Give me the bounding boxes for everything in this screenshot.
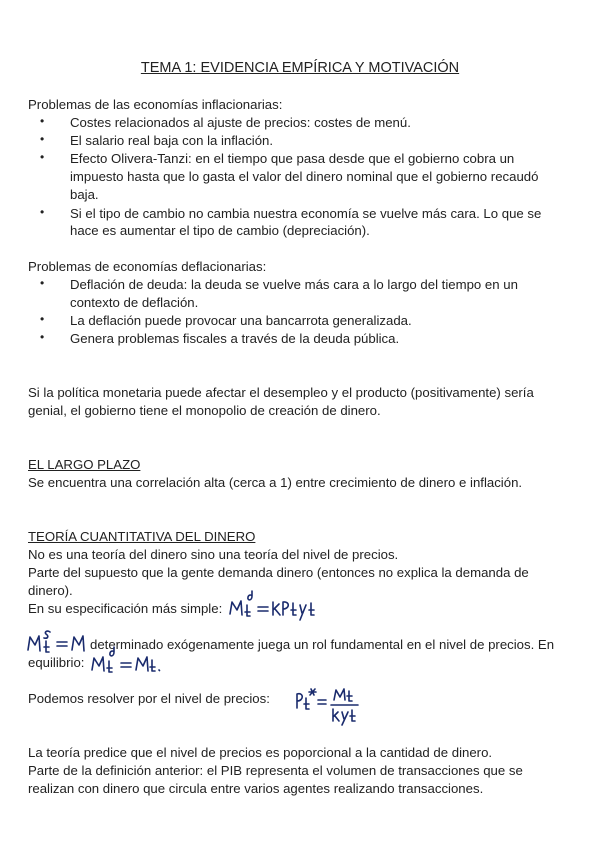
inflation-bullet-3-line-3: baja. [70,187,99,202]
deflation-bullet-1-line-1: Deflación de deuda: la deuda se vuelve más cara a lo largo del tiempo en un [70,277,518,292]
formula-money-supply-drawing [26,628,96,656]
inflation-bullet-4-line-1: Si el tipo de cambio no cambia nuestra economía se vuelve más cara. Lo que se [70,206,542,221]
quantity-theory-line-7: Podemos resolver por el nivel de precios: [28,691,270,706]
formula-equilibrium-drawing [90,648,170,676]
quantity-theory-line-8: La teoría predice que el nivel de precios es poporcional a la cantidad de dinero. [28,745,493,760]
formula-money-supply [26,628,96,656]
bullet-marker: • [40,312,45,326]
bullet-marker: • [40,330,45,344]
inflation-bullet-2: El salario real baja con la inflación. [70,133,274,148]
quantity-theory-line-3: dinero). [28,583,73,598]
formula-money-demand-drawing [228,592,328,622]
quantity-theory-heading: TEORÍA CUANTITATIVA DEL DINERO [28,529,256,544]
quantity-theory-line-10: realizan con dinero que circula entre varios agentes realizando transacciones. [28,781,484,796]
bullet-marker: • [40,132,45,146]
monetary-line-2: genial, el gobierno tiene el monopolio de creación de dinero. [28,403,381,418]
formula-price-level-drawing [294,686,374,726]
bullet-marker: • [40,205,45,219]
quantity-theory-line-9: Parte de la definición anterior: el PIB representa el volumen de transacciones que se [28,763,523,778]
long-run-line-1: Se encuentra una correlación alta (cerca a 1) entre crecimiento de dinero e inflación. [28,475,523,490]
bullet-marker: • [40,150,45,164]
inflation-bullet-1: Costes relacionados al ajuste de precios: costes de menú. [70,115,411,130]
inflation-bullet-3-line-1: Efecto Olivera-Tanzi: en el tiempo que pasa desde que el gobierno cobra un [70,151,515,166]
bullet-marker: • [40,276,45,290]
long-run-heading: EL LARGO PLAZO [28,457,141,472]
quantity-theory-line-4: En su especificación más simple: [28,601,223,616]
inflation-heading: Problemas de las economías inflacionarias: [28,97,283,112]
inflation-bullet-3-line-2: impuesto hasta que lo gasta el valor del dinero nominal que el gobierno recaudó [70,169,539,184]
deflation-heading: Problemas de economías deflacionarias: [28,259,267,274]
formula-money-demand [228,592,328,622]
quantity-theory-line-2: Parte del supuesto que la gente demanda dinero (entonces no explica la demanda de [28,565,529,580]
quantity-theory-line-5: determinado exógenamente juega un rol fundamental en el nivel de precios. En [90,637,555,652]
deflation-bullet-3: Genera problemas fiscales a través de la deuda pública. [70,331,400,346]
formula-equilibrium [90,648,170,676]
inflation-bullet-4-line-2: hace es aumentar el tipo de cambio (depreciación). [70,223,370,238]
bullet-marker: • [40,114,45,128]
quantity-theory-line-6: equilibrio: [28,655,85,670]
deflation-bullet-1-line-2: contexto de deflación. [70,295,199,310]
formula-price-level [294,686,374,726]
monetary-line-1: Si la política monetaria puede afectar el desempleo y el producto (positivamente) sería [28,385,534,400]
quantity-theory-line-1: No es una teoría del dinero sino una teoría del nivel de precios. [28,547,399,562]
deflation-bullet-2: La deflación puede provocar una bancarrota generalizada. [70,313,412,328]
page-title: TEMA 1: EVIDENCIA EMPÍRICA Y MOTIVACIÓN [140,60,460,76]
